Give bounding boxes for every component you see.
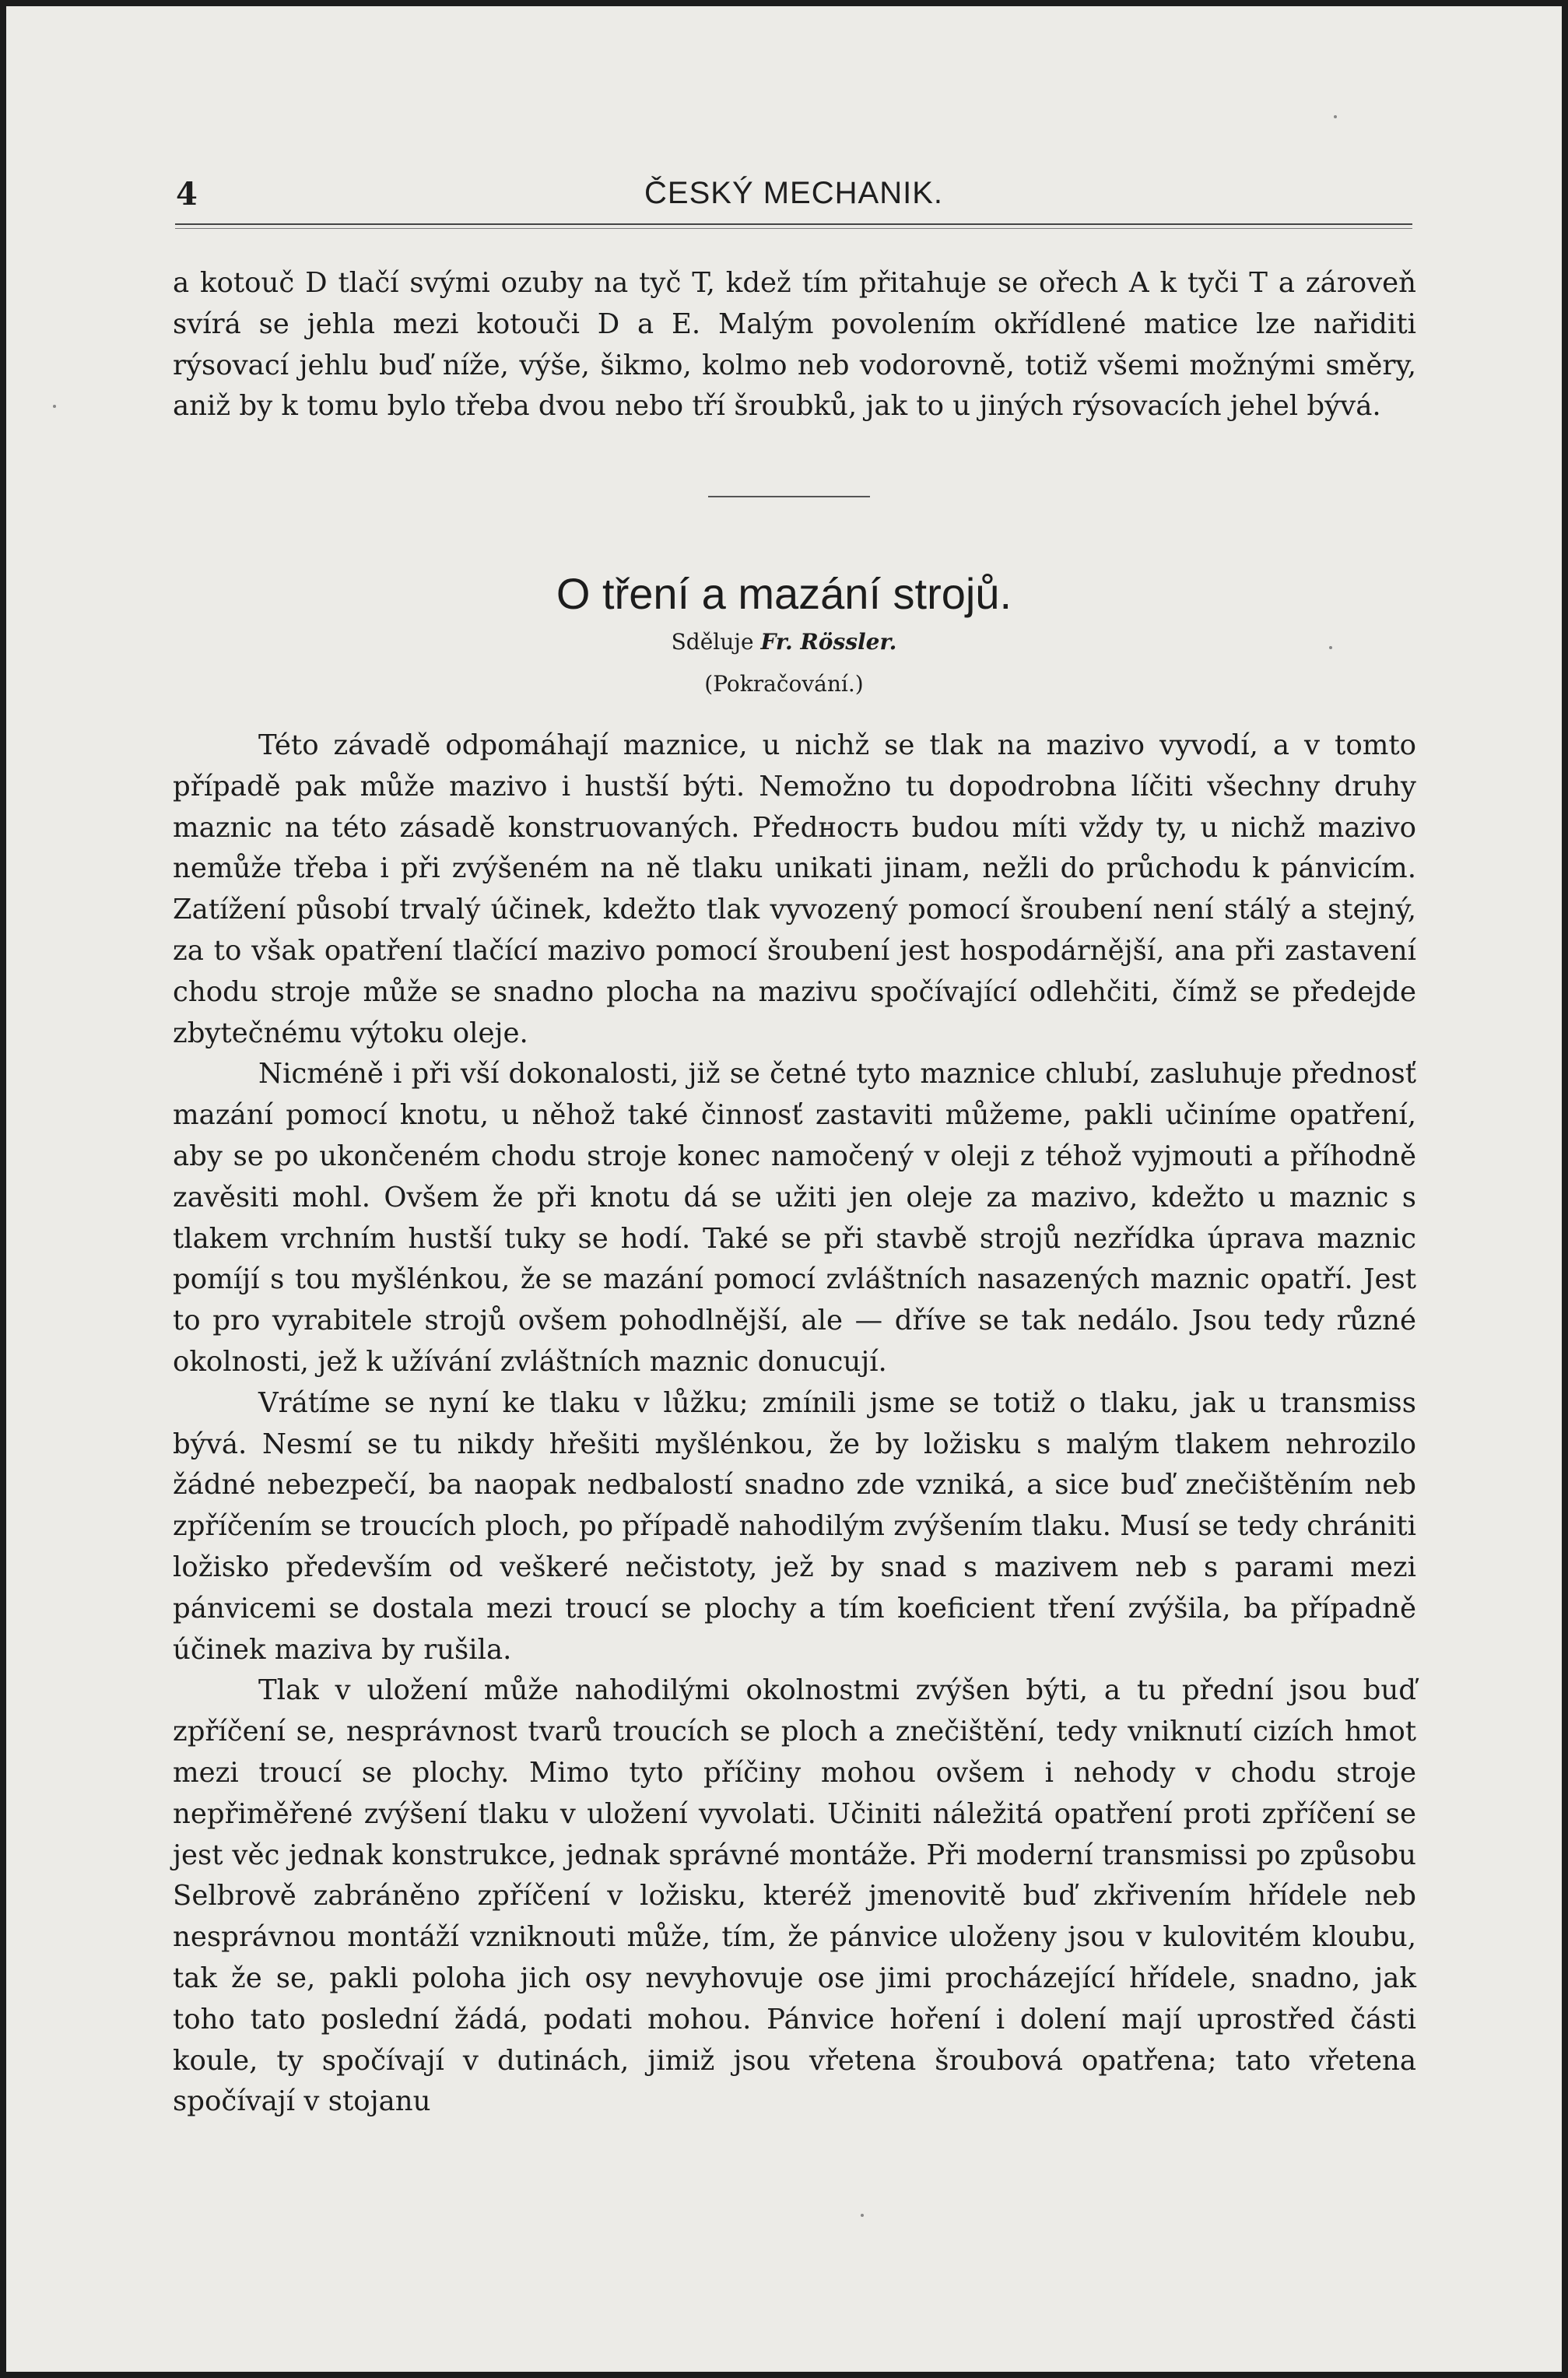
byline xyxy=(0,629,1568,655)
article-title: O tření a mazání strojů. xyxy=(556,569,1012,618)
body-paragraph: Tlak v uložení může nahodilými okolnostmi zvýšen býti, a tu přední jsou buď zpříčení se, nesprávnost tvarů troucích se ploch a znečištění, tedy vniknutí cizích hmot mezi troucí se plochy. Mimo tyto příčiny mohou ovšem i nehody v chodu stroje nepřiměřené zvýšení tlaku v uložení vyvolati. Učiniti náležitá opatření proti zpříčení se jest věc jednak konstrukce, jednak správné montáže. Při moderní transmissi po způsobu Selbrově zabráněno zpříčení v ložisku, kteréž jmenovitě buď zkřivením hřídele neb nesprávnou montáží vzniknouti může, tím, že pánvice uloženy jsou v kulovitém kloubu, tak že se, pakli poloha jich osy nevyhovuje ose jimi procházející hřídele, snadno, jak toho tato poslední žádá, podati mohou. Pánvice hoření i dolení mají uprostřed části koule, ty spočívají v dutinách, jimiž jsou vřetena šroubová opatřena; tato vřetena spočívají v stojanu xyxy=(173,1674,1416,2118)
article-body xyxy=(173,725,1416,2123)
author-name: Fr. Rössler. xyxy=(760,629,897,655)
paper-speck xyxy=(1334,115,1337,118)
body-paragraph: Této závadě odpomáhají maznice, u nichž se tlak na mazivo vyvodí, a v tomto případě pak může mazivo i hustší býti. Nemožno tu dopodrobna líčiti všechny druhy maznic na této zásadě konstruovaných. Předность budou míti vždy ty, u nichž mazivo nemůže třeba i při zvýšeném na ně tlaku unikati jinam, nežli do průchodu k pánvicím. Zatížení působí trvalý účinek, kdežto tlak vyvozený pomocí šroubení není stálý a stejný, za to však opatření tlačící mazivo pomocí šroubení jest hospodárnější, ana při zastavení chodu stroje může se snadno plocha na mazivu spočívající odlehčiti, čímž se předejde zbytečnému výtoku oleje. xyxy=(173,729,1416,1049)
paper-speck xyxy=(861,2214,864,2217)
running-title: ČESKÝ MECHANIK. xyxy=(644,176,943,210)
continued-note: (Pokračování.) xyxy=(704,671,864,697)
paper-speck xyxy=(53,405,56,408)
header-rule xyxy=(175,223,1412,229)
section-divider xyxy=(708,496,870,497)
page-header xyxy=(170,173,1418,220)
intro-text xyxy=(173,263,1416,427)
body-paragraph: Vrátíme se nyní ke tlaku v lůžku; zmínili jsme se totiž o tlaku, jak u transmiss bývá. Nesmí se tu nikdy hřešiti myšlénkou, že by ložisku s malým tlakem nehrozilo žádné nebezpečí, ba naopak nedbalostí snadno zde vzniká, a sice buď znečištěním neb zpříčením se troucích ploch, po případě nahodilým zvýšením tlaku. Musí se tedy chrániti ložisko především od veškeré nečistoty, jež by snad s mazivem neb s parami mezi pánvicemi se dostala mezi troucí se plochy a tím koeficient tření zvýšila, ba případně účinek maziva by rušila. xyxy=(173,1386,1416,1666)
page-number: 4 xyxy=(176,176,198,213)
byline-prefix: Sděluje xyxy=(671,629,754,655)
intro-paragraph: a kotouč D tlačí svými ozuby na tyč T, kdež tím přitahuje se ořech A k tyči T a zároveň svírá se jehla mezi kotouči D a E. Malým povolením okřídlené matice lze nařiditi rýsovací jehlu buď níže, výše, šikmo, kolmo neb vodorovně, totiž všemi možnými směry, aniž by k tomu bylo třeba dvou nebo tří šroubků, jak to u jiných rýsovacích jehel bývá. xyxy=(173,267,1416,423)
body-paragraph: Nicméně i při vší dokonalosti, již se četné tyto maznice chlubí, zasluhuje přednosť mazání pomocí knotu, u něhož také činnosť zastaviti můžeme, pakli učiníme opatření, aby se po ukončeném chodu stroje konec namočený v oleji z téhož vyjmouti a příhodně zavěsiti mohl. Ovšem že při knotu dá se užiti jen oleje za mazivo, kdežto u maznic s tlakem vrchním hustší tuky se hodí. Také se při stavbě strojů nezřídka úprava maznic pomíjí s tou myšlénkou, že se mazání pomocí zvláštních nasazených maznic opatří. Jest to pro vyrabitele strojů ovšem pohodlnější, ale — dříve se tak nedálo. Jsou tedy různé okolnosti, jež k užívání zvláštních maznic donucují. xyxy=(173,1058,1416,1378)
